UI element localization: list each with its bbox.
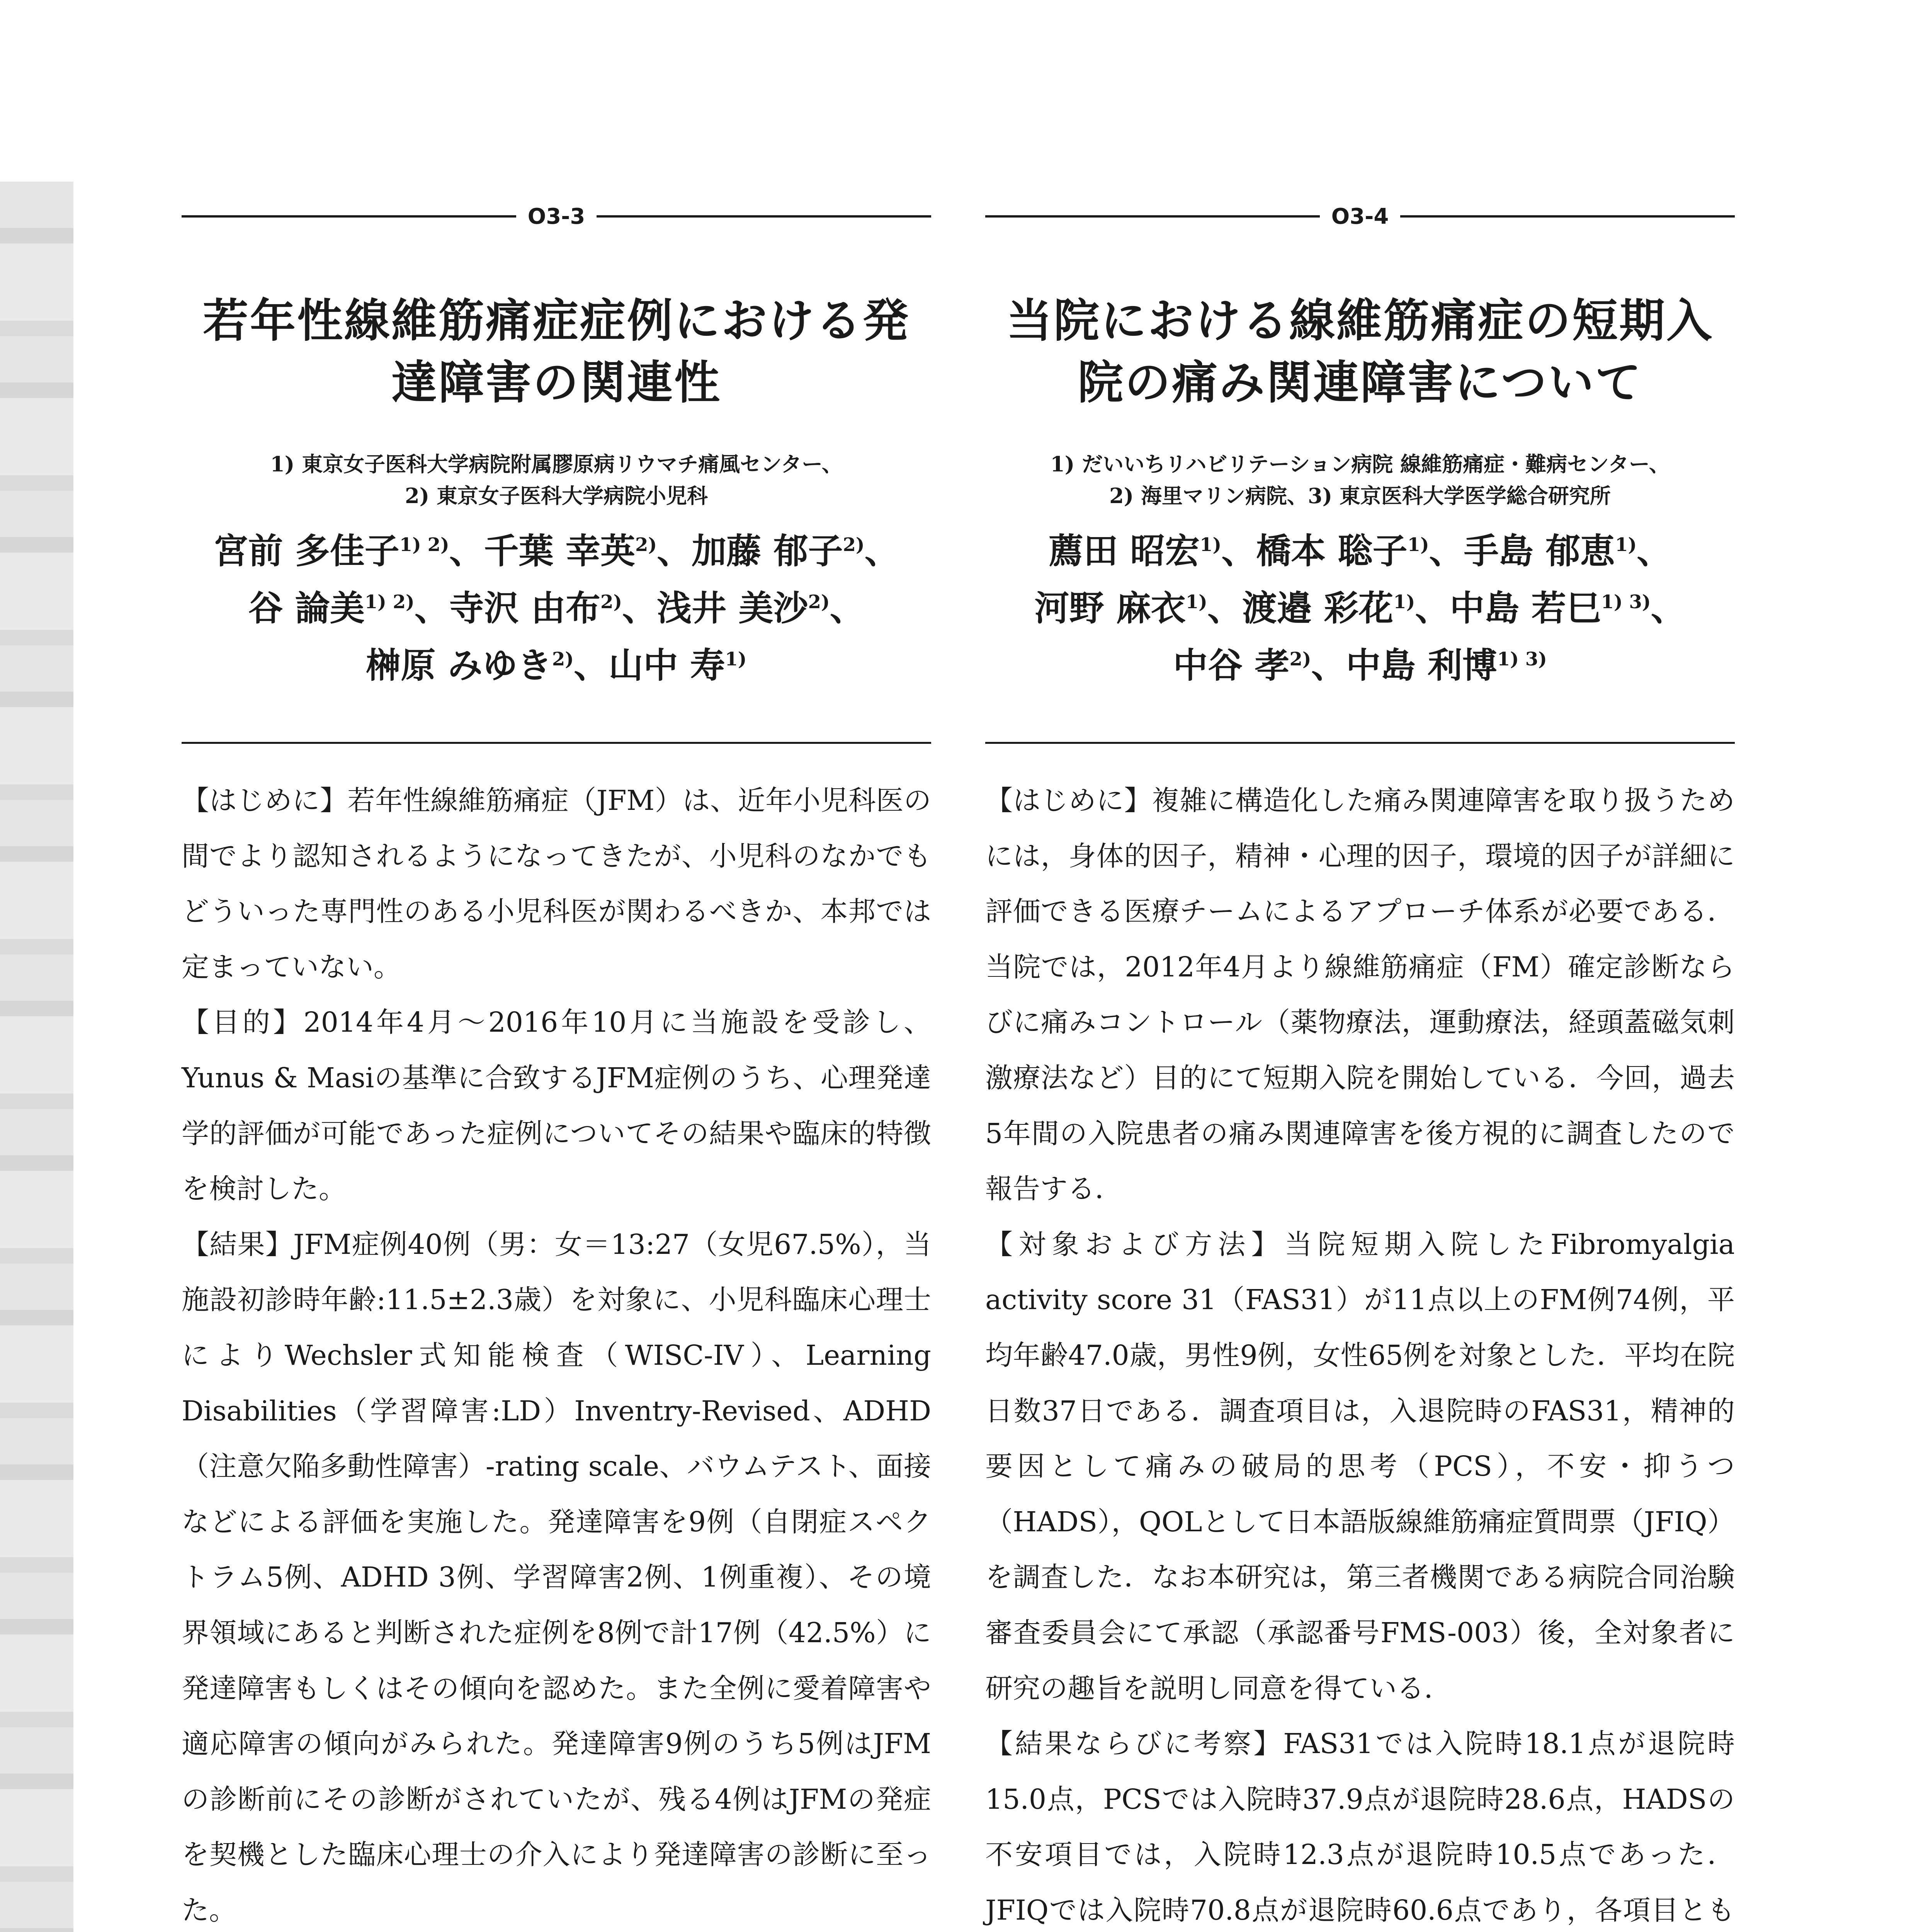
paragraph-introduction: 【はじめに】複雑に構造化した痛み関連障害を取り扱うためには，身体的因子，精神・心理的因子，環境的因子が詳細に評価できる医療チームによるアプローチ体系が必要である．当院では，2012年4月より線維筋痛症（FM）確定診断ならびに痛みコントロール（薬物療法，運動療法，経頭蓋磁気刺激療法など）目的にて短期入院を開始している．今回，過去5年間の入院患者の痛み関連障害を後方視的に調査したので報告する． [985,784,1735,1205]
author-line [985,634,1735,691]
abstract-code: O3-4 [1331,204,1389,229]
affiliation-marker: 1) [1185,591,1207,613]
header-divider [182,742,931,744]
abstract-code-row [182,201,931,232]
author-name: 、 [864,531,899,571]
paragraph-results-discussion: 【結果ならびに考察】FAS31では入院時18.1点が退院時15.0点，PCSでは入院時37.9点が退院時28.6点，HADSの不安項目では，入院時12.3点が退院時10.5点であった．JFIQでは入院時70.8点が退院時60.6点であり，各項目とも [985,1728,1735,1926]
author-name: 、 [830,588,865,629]
abstract-body [182,773,931,1932]
abstract-body [985,773,1735,1932]
header-divider [985,742,1735,744]
affiliation-marker: 2) [843,534,865,556]
affiliation-marker: 1) 3) [1601,591,1651,613]
author-line [985,519,1735,577]
author-name: 、中島 若巳 [1415,588,1601,629]
author-name: 、寺沢 由布 [414,588,601,629]
title-line: 若年性線維筋痛症症例における発 [202,294,910,347]
author-name: 、千葉 幸英 [449,531,636,571]
affiliation-marker: 2) [600,591,622,613]
affiliation-marker: 2) [635,534,657,556]
author-name: 、橋本 聡子 [1221,531,1408,571]
author-line [182,634,931,691]
paragraph-purpose: 【目的】2014年4月～2016年10月に当施設を受診し、Yunus & Masiの基準に合致するJFM症例のうち、心理発達学的評価が可能であった症例についてその結果や臨床的特徴を検討した。 [182,1006,931,1205]
author-name: 中谷 孝 [1173,645,1290,686]
abstract-code-row [985,201,1735,232]
affiliation-line: 2) 海里マリン病院、3) 東京医科大学医学総合研究所 [1109,483,1611,508]
author-name: 、 [1637,531,1672,571]
affiliation-marker: 1) 3) [1497,648,1547,670]
code-rule-left [182,215,516,218]
code-rule-right [597,215,931,218]
affiliation-marker: 1) [1615,534,1637,556]
affiliation-marker: 2) [808,591,830,613]
author-name: 、渡邉 彩花 [1207,588,1394,629]
author-name: 河野 麻衣 [1034,588,1186,629]
affiliation-marker: 1) 2) [399,534,449,556]
abstract-code: O3-3 [527,204,585,229]
affiliation-marker: 2) [552,648,574,670]
abstract-o3-4 [985,201,1735,1926]
author-name: 、手島 郁恵 [1429,531,1615,571]
affiliation-marker: 1) [1393,591,1415,613]
author-name: 薦田 昭宏 [1048,531,1200,571]
affiliation-line: 1) 東京女子医科大学病院附属膠原病リウマチ痛風センター、 [270,452,843,476]
title-line: 当院における線維筋痛症の短期入 [1006,294,1714,347]
author-name: 宮前 多佳子 [213,531,400,571]
paragraph-introduction: 【はじめに】若年性線維筋痛症（JFM）は、近年小児科医の間でより認知されるようになってきたが、小児科のなかでもどういった専門性のある小児科医が関わるべきか、本邦では定まっていない。 [182,784,931,983]
paragraph-methods: 【対象および方法】当院短期入院したFibromyalgia activity score 31（FAS31）が11点以上のFM例74例，平均年齢47.0歳，男性9例，女性65例を対象とした．平均在院日数37日である．調査項目は，入退院時のFAS31，精神的要因として痛みの破局的思考（PCS），不安・抑うつ（HADS），QOLとして日本語版線維筋痛症質問票（JFIQ）を調査した．なお本研究は，第三者機関である病院合同治験審査委員会にて承認（承認番号FMS-003）後，全対象者に研究の趣旨を説明し同意を得ている． [985,1228,1735,1704]
paragraph-results: 【結果】JFM症例40例（男：女＝13:27（女児67.5%），当施設初診時年齢:11.5±2.3歳）を対象に、小児科臨床心理士によりWechsler式知能検査（WISC-IV）、Learning Disabilities（学習障害:LD）Inventry-Revised、ADHD（注意欠陥多動性障害）-rating scale、バウムテスト、面接などによる評価を実施した。発達障害を9例（自閉症スペクトラム5例、ADHD 3例、学習障害2例、1例重複）、その境界領域にあると判断された症例を8例で計17例（42.5%）に発達障害もしくはその傾向を認めた。また全例に愛着障害や適応障害の傾向がみられた。発達障害9例のうち5例はJFMの診断前にその診断がされていたが、残る4例はJFMの発症を契機とした臨床心理士の介入により発達障害の診断に至った。 [182,1228,931,1926]
author-line [182,519,931,577]
abstract-title [182,290,931,413]
scan-margin-artifact [0,182,73,1932]
author-name: 、山中 寿 [574,645,725,686]
affiliations [985,448,1735,512]
abstract-title [985,290,1735,413]
affiliation-marker: 1) [1407,534,1429,556]
affiliation-marker: 2) [1289,648,1311,670]
author-name: 榊原 みゆき [366,645,552,686]
title-line: 達障害の関連性 [391,355,721,409]
title-line: 院の痛み関連障害について [1078,355,1642,409]
affiliation-line: 1) だいいちリハビリテーション病院 線維筋痛症・難病センター、 [1050,452,1670,476]
affiliation-marker: 1) [1200,534,1222,556]
author-name: 、 [1651,588,1686,629]
affiliation-marker: 1) 2) [364,591,415,613]
author-list [182,519,931,691]
author-line [985,577,1735,634]
abstract-o3-3 [182,201,931,1926]
author-name: 、浅井 美沙 [622,588,808,629]
author-name: 、加藤 郁子 [657,531,843,571]
author-name: 、中島 利博 [1311,645,1497,686]
author-name: 谷 論美 [248,588,365,629]
code-rule-left [985,215,1320,218]
affiliation-marker: 1) [725,648,747,670]
code-rule-right [1400,215,1735,218]
author-list [985,519,1735,691]
affiliation-line: 2) 東京女子医科大学病院小児科 [405,483,708,508]
affiliations [182,448,931,512]
author-line [182,577,931,634]
